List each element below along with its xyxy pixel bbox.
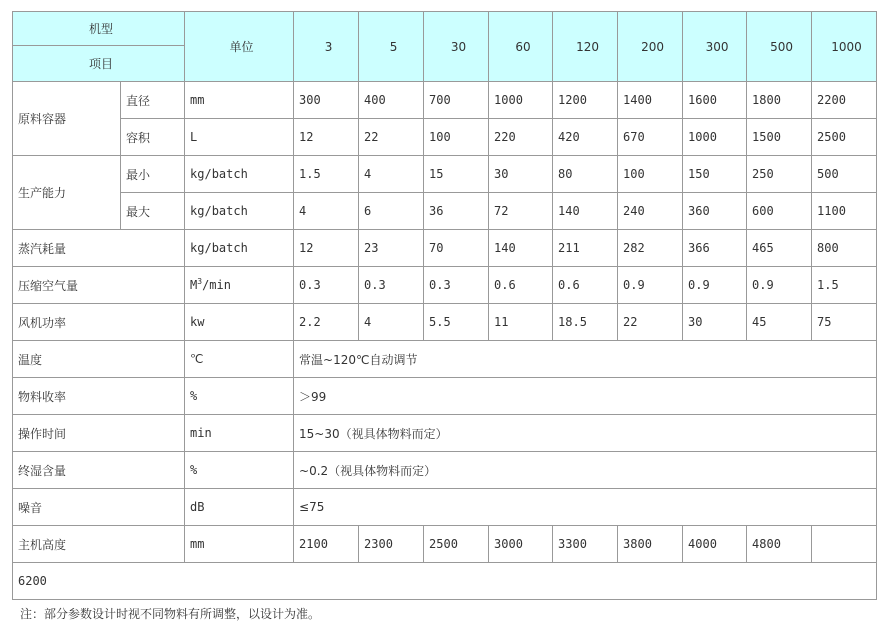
model-5: 5 — [359, 12, 424, 82]
row-label: 主机高度 — [13, 526, 185, 563]
table-row — [13, 82, 877, 119]
header-row — [13, 12, 877, 46]
value-cell: 0.3 — [294, 267, 359, 304]
sub-label: 最大 — [121, 193, 185, 230]
model-120: 120 — [553, 12, 618, 82]
model-3: 3 — [294, 12, 359, 82]
value-cell: 12 — [294, 230, 359, 267]
unit-cell: kw — [185, 304, 294, 341]
unit-cell: min — [185, 415, 294, 452]
value-cell: 75 — [812, 304, 877, 341]
value-cell: 240 — [618, 193, 683, 230]
value-cell: 80 — [553, 156, 618, 193]
table-row — [13, 378, 877, 415]
value-cell: 1.5 — [812, 267, 877, 304]
value-cell: 250 — [747, 156, 812, 193]
table-row — [13, 526, 877, 563]
unit-cell: ℃ — [185, 341, 294, 378]
spec-table — [12, 11, 877, 600]
value-cell: 0.6 — [553, 267, 618, 304]
value-cell: 2.2 — [294, 304, 359, 341]
unit-header: 单位 — [185, 12, 294, 82]
unit-cell: mm — [185, 526, 294, 563]
row-label: 蒸汽耗量 — [13, 230, 185, 267]
value-cell: 670 — [618, 119, 683, 156]
unit-cell — [185, 267, 294, 304]
value-cell: 800 — [812, 230, 877, 267]
row-label: 原料容器 — [13, 82, 121, 156]
value-cell: 0.3 — [359, 267, 424, 304]
unit-cell: % — [185, 378, 294, 415]
value-cell: 45 — [747, 304, 812, 341]
value-cell: 11 — [489, 304, 553, 341]
row-label: 压缩空气量 — [13, 267, 185, 304]
value-cell: 2300 — [359, 526, 424, 563]
unit-cell: dB — [185, 489, 294, 526]
table-row — [13, 267, 877, 304]
row-label: 物料收率 — [13, 378, 185, 415]
merged-value-cell: 常温~120℃自动调节 — [294, 341, 877, 378]
row-label: 温度 — [13, 341, 185, 378]
value-cell: 6 — [359, 193, 424, 230]
unit-rest: /min — [202, 278, 231, 292]
row-label: 生产能力 — [13, 156, 121, 230]
value-cell: 4000 — [683, 526, 747, 563]
row-label: 风机功率 — [13, 304, 185, 341]
value-cell: 300 — [294, 82, 359, 119]
value-cell: 15 — [424, 156, 489, 193]
value-cell: 4800 — [747, 526, 812, 563]
value-cell: 3000 — [489, 526, 553, 563]
unit-cell: L — [185, 119, 294, 156]
model-1000: 1000 — [812, 12, 877, 82]
value-cell: 1000 — [489, 82, 553, 119]
row-label: 噪音 — [13, 489, 185, 526]
unit-superscript: 3 — [197, 277, 203, 286]
value-cell: 500 — [812, 156, 877, 193]
unit-cell: kg/batch — [185, 230, 294, 267]
value-cell: 1800 — [747, 82, 812, 119]
value-cell: 100 — [424, 119, 489, 156]
table-row — [13, 452, 877, 489]
table-row — [13, 563, 877, 600]
value-cell: 1.5 — [294, 156, 359, 193]
value-cell: 1600 — [683, 82, 747, 119]
row-label: 操作时间 — [13, 415, 185, 452]
model-300: 300 — [683, 12, 747, 82]
value-cell: 3800 — [618, 526, 683, 563]
table-row — [13, 489, 877, 526]
value-cell: 72 — [489, 193, 553, 230]
row-label: 终湿含量 — [13, 452, 185, 489]
value-cell: 1200 — [553, 82, 618, 119]
unit-cell: kg/batch — [185, 156, 294, 193]
value-cell — [812, 526, 877, 563]
value-cell: 2500 — [424, 526, 489, 563]
model-header: 机型 — [13, 12, 185, 46]
table-row — [13, 415, 877, 452]
value-cell: 4 — [359, 304, 424, 341]
value-cell: 18.5 — [553, 304, 618, 341]
value-cell: 150 — [683, 156, 747, 193]
value-cell: 420 — [553, 119, 618, 156]
value-cell: 360 — [683, 193, 747, 230]
value-cell: 4 — [294, 193, 359, 230]
value-cell: 282 — [618, 230, 683, 267]
value-cell: 0.9 — [618, 267, 683, 304]
model-30: 30 — [424, 12, 489, 82]
merged-value-cell: 15~30（视具体物料而定） — [294, 415, 877, 452]
unit-cell: % — [185, 452, 294, 489]
value-cell: 12 — [294, 119, 359, 156]
value-cell: 220 — [489, 119, 553, 156]
table-row — [13, 193, 877, 230]
value-cell: 140 — [553, 193, 618, 230]
value-cell: 0.9 — [683, 267, 747, 304]
value-cell: 1400 — [618, 82, 683, 119]
value-cell: 30 — [683, 304, 747, 341]
value-cell: 30 — [489, 156, 553, 193]
value-cell: 5.5 — [424, 304, 489, 341]
unit-cell: kg/batch — [185, 193, 294, 230]
value-cell: 0.6 — [489, 267, 553, 304]
value-cell: 0.3 — [424, 267, 489, 304]
value-cell: 3300 — [553, 526, 618, 563]
value-cell: 465 — [747, 230, 812, 267]
value-cell: 2100 — [294, 526, 359, 563]
value-cell: 22 — [359, 119, 424, 156]
merged-value-cell: ＞99 — [294, 378, 877, 415]
value-cell: 36 — [424, 193, 489, 230]
value-cell: 211 — [553, 230, 618, 267]
value-cell: 1500 — [747, 119, 812, 156]
table-row — [13, 156, 877, 193]
merged-value-cell: ~0.2（视具体物料而定） — [294, 452, 877, 489]
value-cell: 400 — [359, 82, 424, 119]
value-cell: 600 — [747, 193, 812, 230]
table-row — [13, 119, 877, 156]
value-cell: 2200 — [812, 82, 877, 119]
value-cell: 4 — [359, 156, 424, 193]
sub-label: 容积 — [121, 119, 185, 156]
value-cell: 0.9 — [747, 267, 812, 304]
sub-label: 直径 — [121, 82, 185, 119]
overflow-value-cell: 6200 — [13, 563, 877, 600]
value-cell: 366 — [683, 230, 747, 267]
model-500: 500 — [747, 12, 812, 82]
unit-cell: mm — [185, 82, 294, 119]
value-cell: 1000 — [683, 119, 747, 156]
value-cell: 140 — [489, 230, 553, 267]
sub-label: 最小 — [121, 156, 185, 193]
value-cell: 2500 — [812, 119, 877, 156]
model-200: 200 — [618, 12, 683, 82]
value-cell: 700 — [424, 82, 489, 119]
value-cell: 23 — [359, 230, 424, 267]
model-60: 60 — [489, 12, 553, 82]
value-cell: 22 — [618, 304, 683, 341]
value-cell: 1100 — [812, 193, 877, 230]
table-row — [13, 304, 877, 341]
unit-base: M — [190, 278, 198, 292]
value-cell: 70 — [424, 230, 489, 267]
table-row — [13, 230, 877, 267]
footnote: 注：部分参数设计时视不同物料有所调整，以设计为准。 — [20, 607, 321, 621]
merged-value-cell: ≤75 — [294, 489, 877, 526]
item-header: 项目 — [13, 46, 185, 82]
table-row — [13, 341, 877, 378]
value-cell: 100 — [618, 156, 683, 193]
